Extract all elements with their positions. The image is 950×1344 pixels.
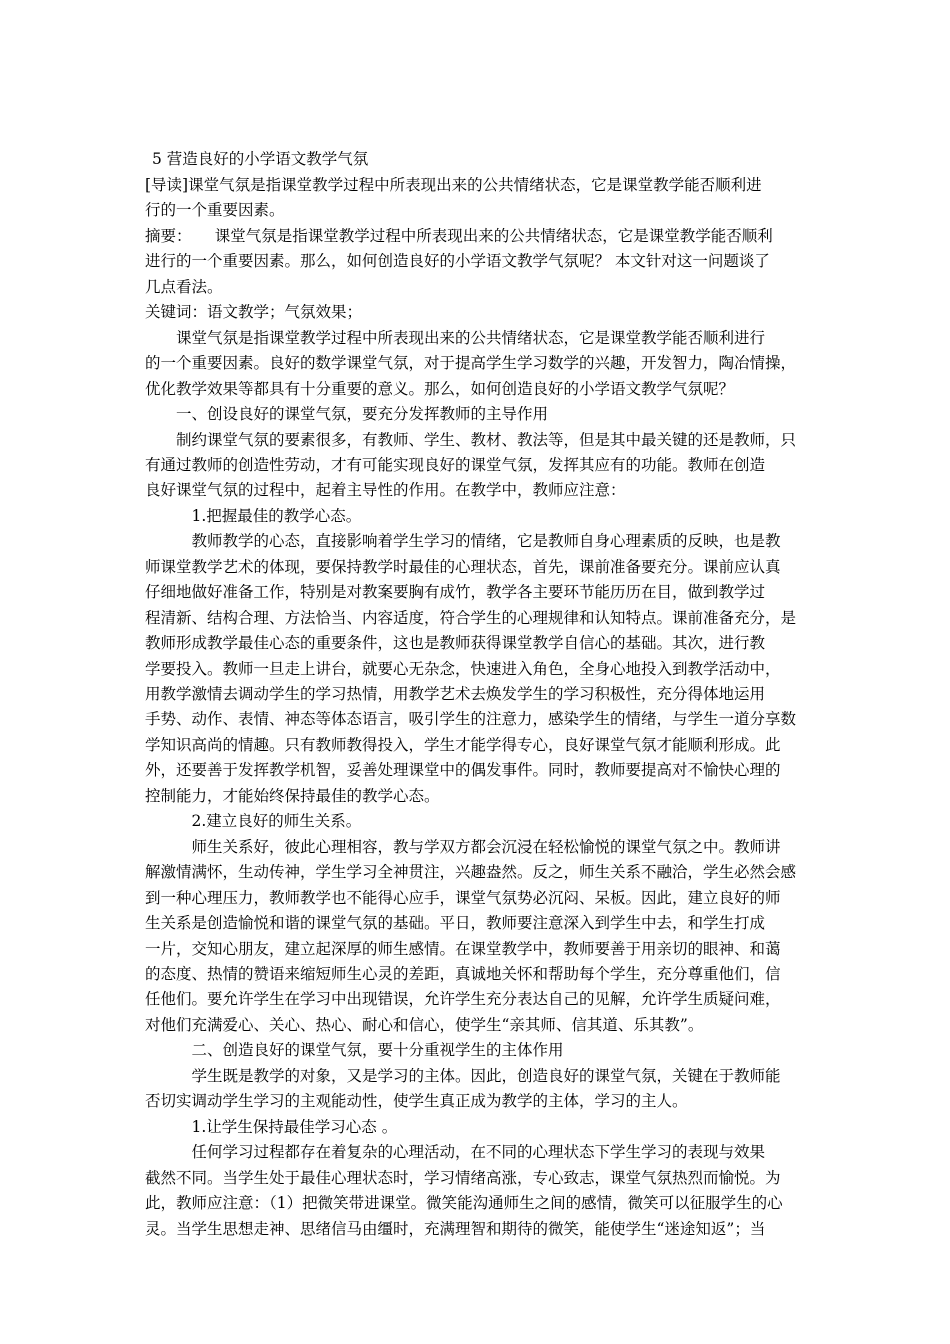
text-line: 行的一个重要因素。 — [145, 201, 285, 220]
text-line: 灵。当学生思想走神、思绪信马由缰时，充满理智和期待的微笑，能使学生“迷途知返”；当 — [145, 1219, 766, 1238]
text-line: [导读]课堂气氛是指课堂教学过程中所表现出来的公共情绪状态，它是课堂教学能否顺利进 — [145, 176, 762, 194]
text-line: 师生关系好，彼此心理相容，教与学双方都会沉浸在轻松愉悦的课堂气氛之中。教师讲 — [145, 837, 781, 856]
text-line: 制约课堂气氛的要素很多，有教师、学生、教材、教法等，但是其中最关键的还是教师，只 — [145, 430, 797, 449]
text-line: 优化教学效果等都具有十分重要的意义。那么，如何创造良好的小学语文教学气氛呢？ — [145, 379, 735, 398]
text-line: 摘要： 课堂气氛是指课堂教学过程中所表现出来的公共情绪状态，它是课堂教学能否顺利 — [145, 226, 773, 245]
text-line: 几点看法。 — [145, 277, 223, 296]
text-line: 此，教师应注意：（1）把微笑带进课堂。微笑能沟通师生之间的感情，微笑可以征服学生的心 — [145, 1194, 783, 1212]
text-line: 生关系是创造愉悦和谐的课堂气氛的基础。平日，教师要注意深入到学生中去，和学生打成 — [145, 914, 766, 932]
text-line: 良好课堂气氛的过程中，起着主导性的作用。在教学中，教师应注意： — [145, 481, 626, 500]
text-line: 的态度、热情的赞语来缩短师生心灵的差距，真诚地关怀和帮助每个学生，充分尊重他们，信 — [145, 964, 781, 983]
text-line: 二、创造良好的课堂气氛，要十分重视学生的主体作用 — [145, 1041, 564, 1060]
document-title: 5 营造良好的小学语文教学气氛 — [152, 150, 369, 168]
text-line: 2.建立良好的师生关系。 — [145, 812, 362, 831]
text-line: 用教学激情去调动学生的学习热情，用教学艺术去焕发学生的学习积极性，充分得体地运用 — [145, 685, 766, 703]
text-line: 师课堂教学艺术的体现，要保持教学时最佳的心理状态，首先，课前准备要充分。课前应认真 — [145, 557, 781, 576]
text-line: 外，还要善于发挥教学机智，妥善处理课堂中的偶发事件。同时，教师要提高对不愉快心理的 — [145, 761, 781, 780]
text-line: 1.让学生保持最佳学习心态 。 — [145, 1117, 398, 1136]
text-line: 教师形成教学最佳心态的重要条件，这也是教师获得课堂教学自信心的基础。其次，进行教 — [145, 634, 766, 653]
text-line: 截然不同。当学生处于最佳心理状态时，学习情绪高涨，专心致志，课堂气氛热烈而愉悦。为 — [145, 1168, 781, 1187]
text-line: 到一种心理压力，教师教学也不能得心应手，课堂气氛势必沉闷、呆板。因此，建立良好的师 — [145, 888, 781, 907]
text-line: 对他们充满爱心、关心、热心、耐心和信心，使学生“亲其师、信其道、乐其教”。 — [145, 1015, 704, 1034]
text-line: 控制能力，才能始终保持最佳的教学心态。 — [145, 786, 440, 805]
text-line: 1.把握最佳的教学心态。 — [145, 506, 362, 525]
text-line: 学知识高尚的情趣。只有教师教得投入，学生才能学得专心，良好课堂气氛才能顺利形成。此 — [145, 735, 781, 754]
text-line: 有通过教师的创造性劳动，才有可能实现良好的课堂气氛，发挥其应有的功能。教师在创造 — [145, 455, 766, 474]
text-line: 课堂气氛是指课堂教学过程中所表现出来的公共情绪状态，它是课堂教学能否顺利进行 — [145, 328, 766, 347]
text-line: 否切实调动学生学习的主观能动性，使学生真正成为教学的主体，学习的主人。 — [145, 1092, 688, 1111]
text-line: 程清新、结构合理、方法恰当、内容适度，符合学生的心理规律和认知特点。课前准备充分，是 — [145, 608, 797, 627]
text-line: 学生既是教学的对象，又是学习的主体。因此，创造良好的课堂气氛，关键在于教师能 — [145, 1066, 781, 1085]
text-line: 一、创设良好的课堂气氛，要充分发挥教师的主导作用 — [145, 405, 549, 423]
text-line: 解激情满怀，生动传神，学生学习全神贯注，兴趣盎然。反之，师生关系不融洽，学生必然会感 — [145, 863, 797, 882]
text-line: 一片，交知心朋友，建立起深厚的师生感情。在课堂教学中，教师要善于用亲切的眼神、和蔼 — [145, 939, 781, 958]
text-line: 教师教学的心态，直接影响着学生学习的情绪，它是教师自身心理素质的反映，也是教 — [145, 532, 781, 551]
text-line: 学要投入。教师一旦走上讲台，就要心无杂念，快速进入角色，全身心地投入到教学活动中， — [145, 659, 781, 678]
text-line: 进行的一个重要因素。那么，如何创造良好的小学语文教学气氛呢？ 本文针对这一问题谈了 — [145, 252, 770, 271]
text-line: 关键词：语文教学；气氛效果； — [145, 303, 363, 322]
text-line: 手势、动作、表情、神态等体态语言，吸引学生的注意力，感染学生的情绪，与学生一道分享数 — [145, 710, 797, 729]
text-line: 任他们。要允许学生在学习中出现错误，允许学生充分表达自己的见解，允许学生质疑问难， — [145, 990, 781, 1009]
text-line: 的一个重要因素。良好的数学课堂气氛，对于提高学生学习数学的兴趣，开发智力，陶冶情操， — [145, 354, 797, 373]
text-line: 任何学习过程都存在着复杂的心理活动，在不同的心理状态下学生学习的表现与效果 — [145, 1143, 766, 1162]
text-line: 仔细地做好准备工作，特别是对教案要胸有成竹，教学各主要环节能历历在目，做到教学过 — [145, 583, 766, 602]
